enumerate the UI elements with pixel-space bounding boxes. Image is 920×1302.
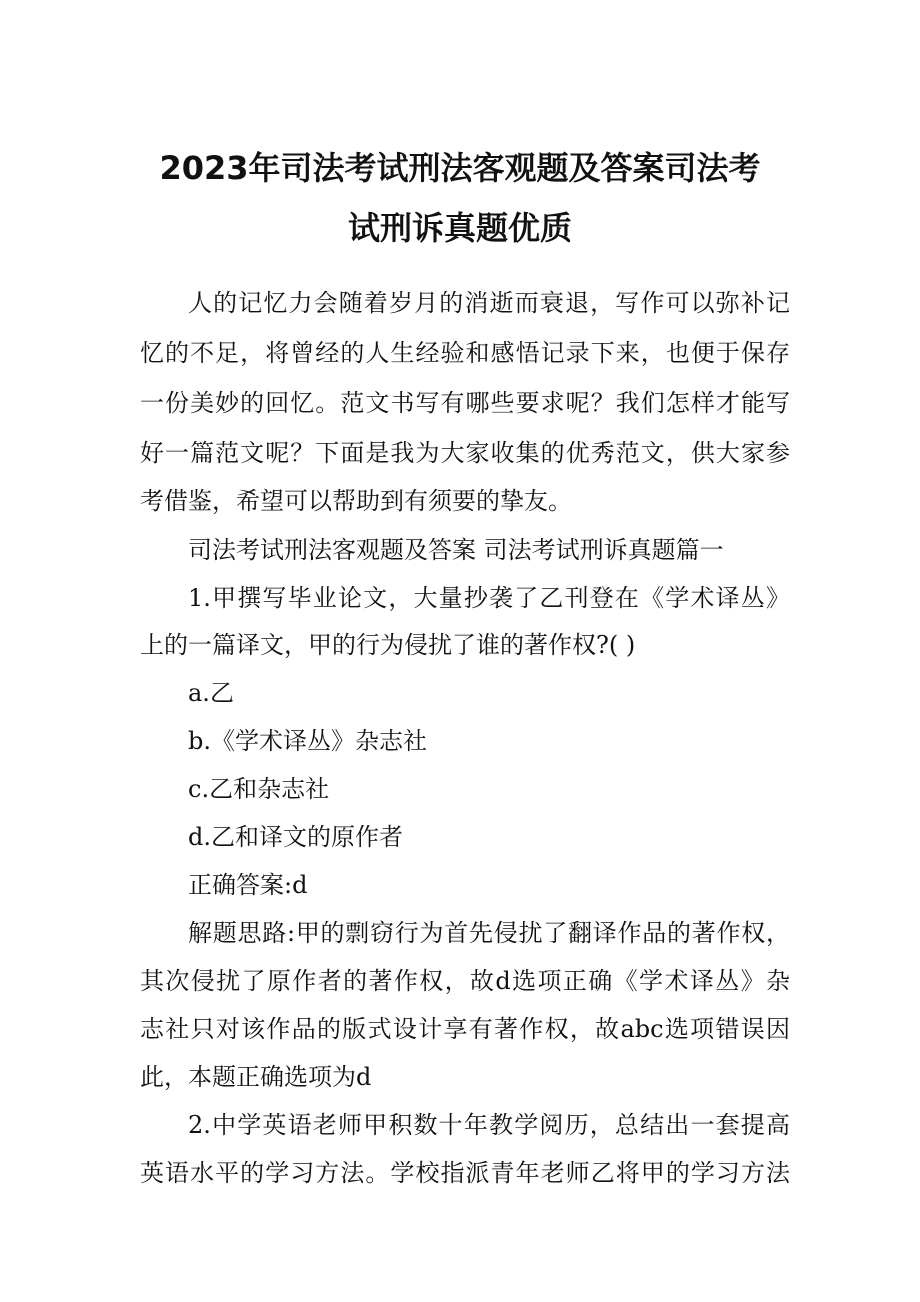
option-c: c.乙和杂志社 [188,775,330,803]
paragraph-line: 忆的不足，将曾经的人生经验和感悟记录下来，也便于保存 [140,339,790,367]
document-title-line-1: 2023年司法考试刑法客观题及答案司法考 [159,149,761,187]
question-line: 英语水平的学习方法。学校指派青年老师乙将甲的学习方法 [140,1159,790,1187]
paragraph-line: 一份美妙的回忆。范文书写有哪些要求呢？我们怎样才能写 [140,389,790,417]
explanation-line: 此，本题正确选项为d [140,1063,372,1091]
explanation-line: 解题思路:甲的剽窃行为首先侵扰了翻译作品的著作权， [188,919,790,947]
question-line: 2.中学英语老师甲积数十年教学阅历，总结出一套提高 [188,1111,790,1139]
section-heading: 司法考试刑法客观题及答案 司法考试刑诉真题篇一 [188,536,724,564]
correct-answer: 正确答案:d [188,871,308,899]
paragraph-line: 考借鉴，希望可以帮助到有须要的挚友。 [140,487,572,515]
option-d: d.乙和译文的原作者 [188,823,403,851]
document-title-line-2: 试刑诉真题优质 [347,209,572,247]
question-line: 上的一篇译文，甲的行为侵扰了谁的著作权?( ) [140,631,636,659]
question-line: 1.甲撰写毕业论文，大量抄袭了乙刊登在《学术译丛》 [188,584,790,612]
explanation-line: 志社只对该作品的版式设计享有著作权，故abc选项错误因 [140,1015,790,1043]
option-a: a.乙 [188,679,234,707]
explanation-line: 其次侵扰了原作者的著作权，故d选项正确《学术译丛》杂 [140,967,790,995]
option-b: b.《学术译丛》杂志社 [188,727,427,755]
paragraph-line: 好一篇范文呢？下面是我为大家收集的优秀范文，供大家参 [140,439,790,467]
paragraph-line: 人的记忆力会随着岁月的消逝而衰退，写作可以弥补记 [188,289,790,317]
